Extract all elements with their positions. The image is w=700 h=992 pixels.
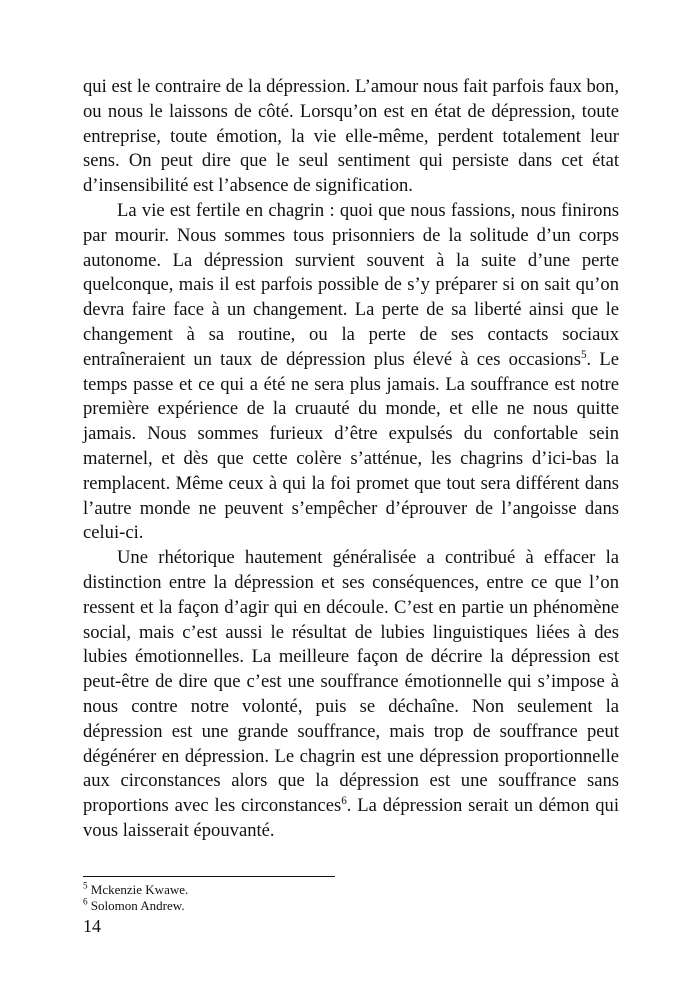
footnote-marker: 6 xyxy=(83,896,88,907)
footnote-separator xyxy=(83,876,335,877)
footnotes xyxy=(83,882,188,914)
footnote-text: Mckenzie Kwawe. xyxy=(90,882,189,897)
paragraph-1: qui est le contraire de la dépression. L’amour nous fait parfois faux bon, ou nous le laissons de côté. Lorsqu’on est en état de dépression, toute entreprise, toute émotion, la vie elle-même, perdent totalement leur sens. On peut dire que le seul sentiment qui persiste dans cet état d’insensibilité est l’absence de signification. xyxy=(83,76,619,197)
footnote-text: Solomon Andrew. xyxy=(90,898,185,913)
paragraph-2: La vie est fertile en chagrin : quoi que nous fassions, nous finirons par mourir. Nous sommes tous prisonniers de la solitude d’un corps autonome. La dépression survient souvent à la suite d’une perte quelconque, mais il est parfois possible de s’y préparer si on sait qu’on devra faire face à un changement. La perte de sa liberté ainsi que le changement à sa routine, ou la perte de ses contacts sociaux entraîneraient un taux de dépression plus élevé à ces occasions$^5$. Le temps passe et ce qui a été ne sera plus jamais. La souffrance est notre première expérience de la cruauté du monde, et elle ne nous quitte jamais. Nous sommes furieux d’être expulsés du confortable sein maternel, et dès que cette colère s’atténue, les chagrins d’ici-bas la remplacent. Même ceux à qui la foi promet que tout sera différent dans l’autre monde ne peuvent s’empêcher d’éprouver de l’angoisse dans celui-ci. xyxy=(83,199,619,544)
footnote-ref-6: 6 xyxy=(341,794,347,807)
footnote-marker: 5 xyxy=(83,880,88,891)
paragraph-3: Une rhétorique hautement généralisée a contribué à effacer la distinction entre la dépression et ses conséquences, entre ce que l’on ressent et la façon d’agir qui en découle. C’est en partie un phénomène social, mais c’est aussi le résultat de lubies linguistiques liées à des lubies émotionnelles. La meilleure façon de décrire la dépression est peut-être de dire que c’est une souffrance émotionnelle qui s’impose à nous contre notre volonté, puis se déchaîne. Non seulement la dépression est une grande souffrance, mais trop de souffrance peut dégénérer en dépression. Le chagrin est une dépression proportionnelle aux circonstances alors que la dépression est une souffrance sans proportions avec les circonstances$^6$. La dépression serait un démon qui vous laisserait épouvanté. xyxy=(83,547,619,841)
body-text xyxy=(83,75,619,844)
footnote-6 xyxy=(83,898,188,914)
footnote-ref-5: 5 xyxy=(580,348,587,361)
page-number: 14 xyxy=(83,916,101,936)
footnote-5 xyxy=(83,882,188,898)
